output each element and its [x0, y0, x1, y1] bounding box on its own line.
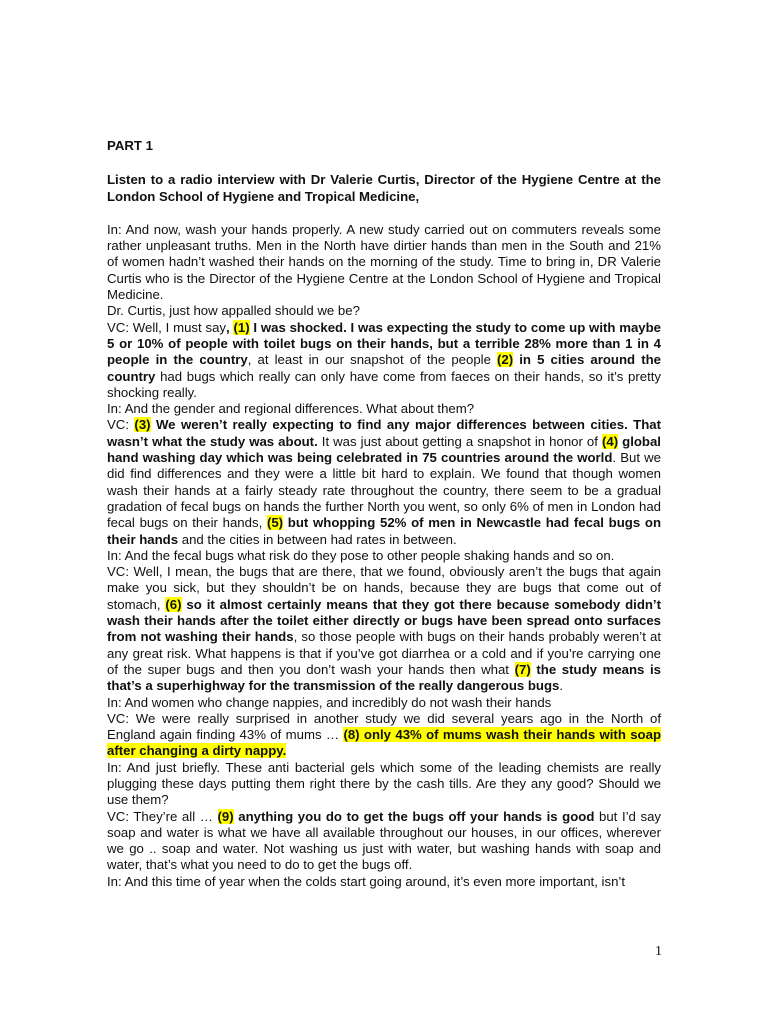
bold-text: I was shocked. I was expecting the study to come up with maybe 5 or 10% of people with toilet bugs on their hands, but a terrible 28% more than 1 in 4 people in the country: [107, 319, 662, 368]
highlighted-answer: (5): [266, 515, 284, 531]
bold-text: in 5 cities around the country: [107, 352, 661, 384]
bold-text: We weren’t really expecting to find any major differences between cities. That wasn’t what the study was about.: [107, 417, 662, 449]
bold-text: global hand washing day which was being celebrated in 75 countries around the world: [107, 433, 661, 466]
text-run: It was just about getting a snapshot in honor of: [317, 433, 602, 449]
bold-text: the study means is that’s a superhighway for the transmission of the really dangerous bugs: [107, 661, 662, 694]
bold-text: ,: [226, 319, 234, 335]
bold-text: anything you do to get the bugs off your hands is good: [233, 808, 595, 824]
transcript-paragraph: [107, 760, 661, 809]
highlighted-answer: (9): [217, 808, 234, 824]
text-run: In: And just briefly. These anti bacterial gels which some of the leading chemists are really plugging these days putting them right there by the cash tills. Are they any good? Should we use them?: [107, 759, 661, 808]
text-run: In: And now, wash your hands properly. A new study carried out on commuters reveals some rather unpleasant truths. Men in the North have dirtier hands than men in the South and 21% of women hadn’t washed their hands on the morning of the study. Time to bring in, DR Valerie Curtis who is the Director of the Hygiene Centre at the London School of Hygiene and Tropical Medicine.: [107, 221, 661, 303]
text-run: VC:: [107, 417, 135, 433]
highlighted-answer: (8) only 43% of mums wash their hands with soap after changing a dirty nappy.: [107, 727, 661, 759]
transcript-paragraph: [107, 711, 661, 760]
text-run: , so those people with bugs on their hands probably weren’t at any great risk. What happens is that if you’ve got diarrhea or a cold and if you’re carrying one of the super bugs and then you don’t wash your hands then what: [107, 629, 661, 677]
text-run: .: [559, 678, 564, 694]
highlighted-answer: (1): [233, 319, 250, 335]
transcript-paragraph: [107, 809, 661, 874]
part-heading: PART 1: [107, 138, 153, 153]
interview-transcript: [107, 222, 661, 890]
text-run: In: And the fecal bugs what risk do they pose to other people shaking hands and so on.: [107, 547, 615, 563]
transcript-paragraph: [107, 874, 661, 890]
transcript-paragraph: [107, 320, 661, 401]
transcript-paragraph: [107, 417, 661, 547]
text-run: In: And women who change nappies, and incredibly do not wash their hands: [107, 694, 552, 710]
text-run: VC: They’re all …: [107, 808, 218, 824]
page-number: 1: [655, 944, 662, 959]
text-run: VC: We were really surprised in another study we did several years ago in the North of England again finding 43% of mums …: [107, 710, 661, 743]
bold-text: but whopping 52% of men in Newcastle had fecal bugs on their hands: [107, 515, 661, 547]
transcript-paragraph: [107, 303, 661, 319]
text-run: VC: Well, I mean, the bugs that are there, that we found, obviously aren’t the bugs that again make you sick, but they shouldn’t be on hands, because they are bugs that come out of stomach,: [107, 564, 661, 612]
highlighted-answer: (2): [497, 352, 514, 368]
bold-text: so it almost certainly means that they got there because somebody didn’t wash their hands after the toilet either directly or bugs have been spread onto surfaces from not washing their hands: [107, 596, 661, 645]
highlighted-answer: (4): [601, 433, 619, 449]
text-run: In: And this time of year when the colds start going around, it’s even more important, isn’t: [107, 873, 626, 889]
transcript-paragraph: [107, 401, 661, 417]
text-run: and the cities in between had rates in between.: [178, 531, 457, 547]
transcript-paragraph: [107, 564, 661, 694]
transcript-paragraph: [107, 548, 661, 564]
highlighted-answer: (3): [134, 417, 151, 433]
transcript-paragraph: [107, 222, 661, 303]
text-run: , at least in our snapshot of the people: [247, 352, 498, 368]
text-run: had bugs which really can only have come from faeces on their hands, so it’s pretty shocking really.: [107, 368, 661, 400]
highlighted-answer: (7): [514, 661, 531, 677]
text-run: . But we did find differences and they were a little bit hard to explain. We found that though women wash their hands at a fairly steady rate throughout the country, there seem to be a gradual gradation of fecal bugs on hands the further North you went, so only 6% of men in London had fecal bugs on their hands,: [107, 450, 661, 531]
text-run: VC: Well, I must say: [107, 319, 227, 335]
transcript-paragraph: [107, 695, 661, 711]
text-run: but I’d say soap and water is what we have all available throughout our houses, in our offices, wherever we go .. soap and water. Not washing us just with water, but washing hands with soap and water, that’s what you need to do to get the bugs off.: [107, 808, 662, 873]
text-run: Dr. Curtis, just how appalled should we be?: [107, 303, 360, 319]
document-body: [107, 138, 661, 890]
text-run: In: And the gender and regional differences. What about them?: [107, 401, 475, 417]
highlighted-answer: (6): [165, 596, 182, 612]
intro-instruction: Listen to a radio interview with Dr Valerie Curtis, Director of the Hygiene Centre at the London School of Hygiene and Tropical Medicine,: [107, 172, 661, 204]
